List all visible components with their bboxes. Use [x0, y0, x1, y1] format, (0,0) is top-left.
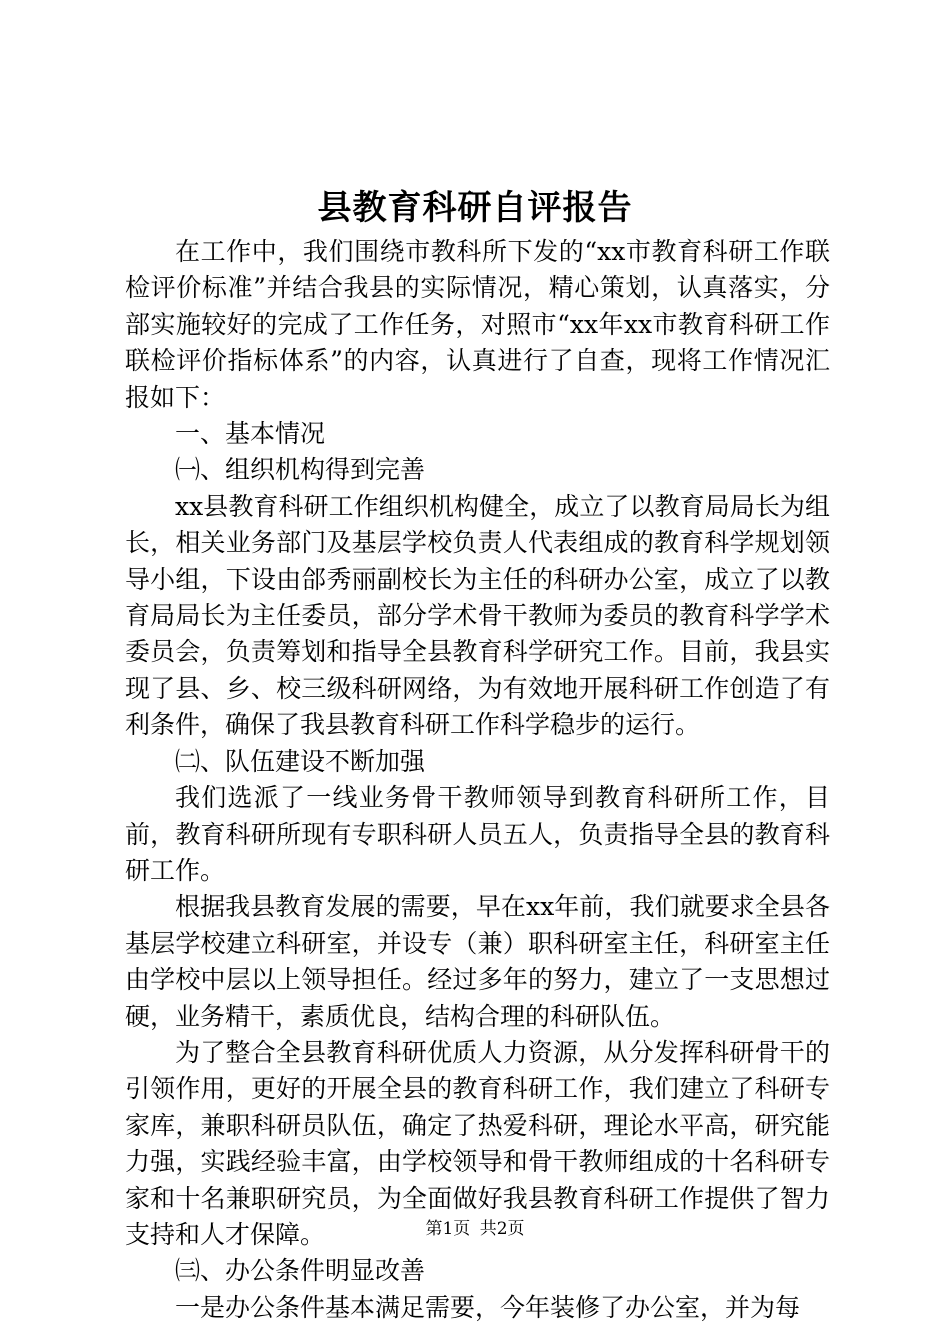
- page-total: 共2页: [479, 1219, 525, 1239]
- paragraph-team-1: 我们选派了一线业务骨干教师领导到教育科研所工作，目前，教育科研所现有专职科研人员五人，负责指导全县的教育科研工作。: [125, 783, 830, 885]
- subsection-heading-office: ㈢、办公条件明显改善: [175, 1256, 426, 1286]
- paragraph-team-3: 为了整合全县教育科研优质人力资源，从分发挥科研骨干的引领作用，更好的开展全县的教育科研工作，我们建立了科研专家库，兼职科研员队伍，确定了热爱科研，理论水平高，研究能力强，实践经验丰富，由学校领导和骨干教师组成的十名科研专家和十名兼职研究员，为全面做好我县教育科研工作提供了智力支持和人才保障。: [125, 1037, 830, 1249]
- paragraph-intro: 在工作中，我们围绕市教科所下发的“xx市教育科研工作联检评价标准”并结合我县的实际情况，精心策划，认真落实，分部实施较好的完成了工作任务，对照市“xx年xx市教育科研工作联检评价指标体系”的内容，认真进行了自查，现将工作情况汇报如下：: [125, 237, 830, 412]
- paragraph-organization: xx县教育科研工作组织机构健全，成立了以教育局局长为组长，相关业务部门及基层学校负责人代表组成的教育科学规划领导小组，下设由郃秀丽副校长为主任的科研办公室，成立了以教育局局长为主任委员，部分学术骨干教师为委员的教育科学学术委员会，负责筹划和指导全县教育科学研究工作。目前，我县实现了县、乡、校三级科研网络，为有效地开展科研工作创造了有利条件，确保了我县教育科研工作科学稳步的运行。: [125, 491, 830, 740]
- subsection-heading-team: ㈡、队伍建设不断加强: [175, 746, 426, 776]
- paragraph-team-2: 根据我县教育发展的需要，早在xx年前，我们就要求全县各基层学校建立科研室，并设专（兼）职科研室主任，科研室主任由学校中层以上领导担任。经过多年的努力，建立了一支思想过硬，业务精干，素质优良，结构合理的科研队伍。: [125, 892, 830, 1031]
- section-heading-basic: 一、基本情况: [175, 419, 326, 449]
- subsection-heading-organization: ㈠、组织机构得到完善: [175, 455, 426, 485]
- page-number: 第1页: [425, 1219, 471, 1239]
- page-footer: [0, 1218, 950, 1240]
- document-body: [125, 234, 830, 1326]
- paragraph-office: 一是办公条件基本满足需要，今年装修了办公室，并为每: [175, 1292, 801, 1322]
- document-title: 县教育科研自评报告: [317, 188, 633, 228]
